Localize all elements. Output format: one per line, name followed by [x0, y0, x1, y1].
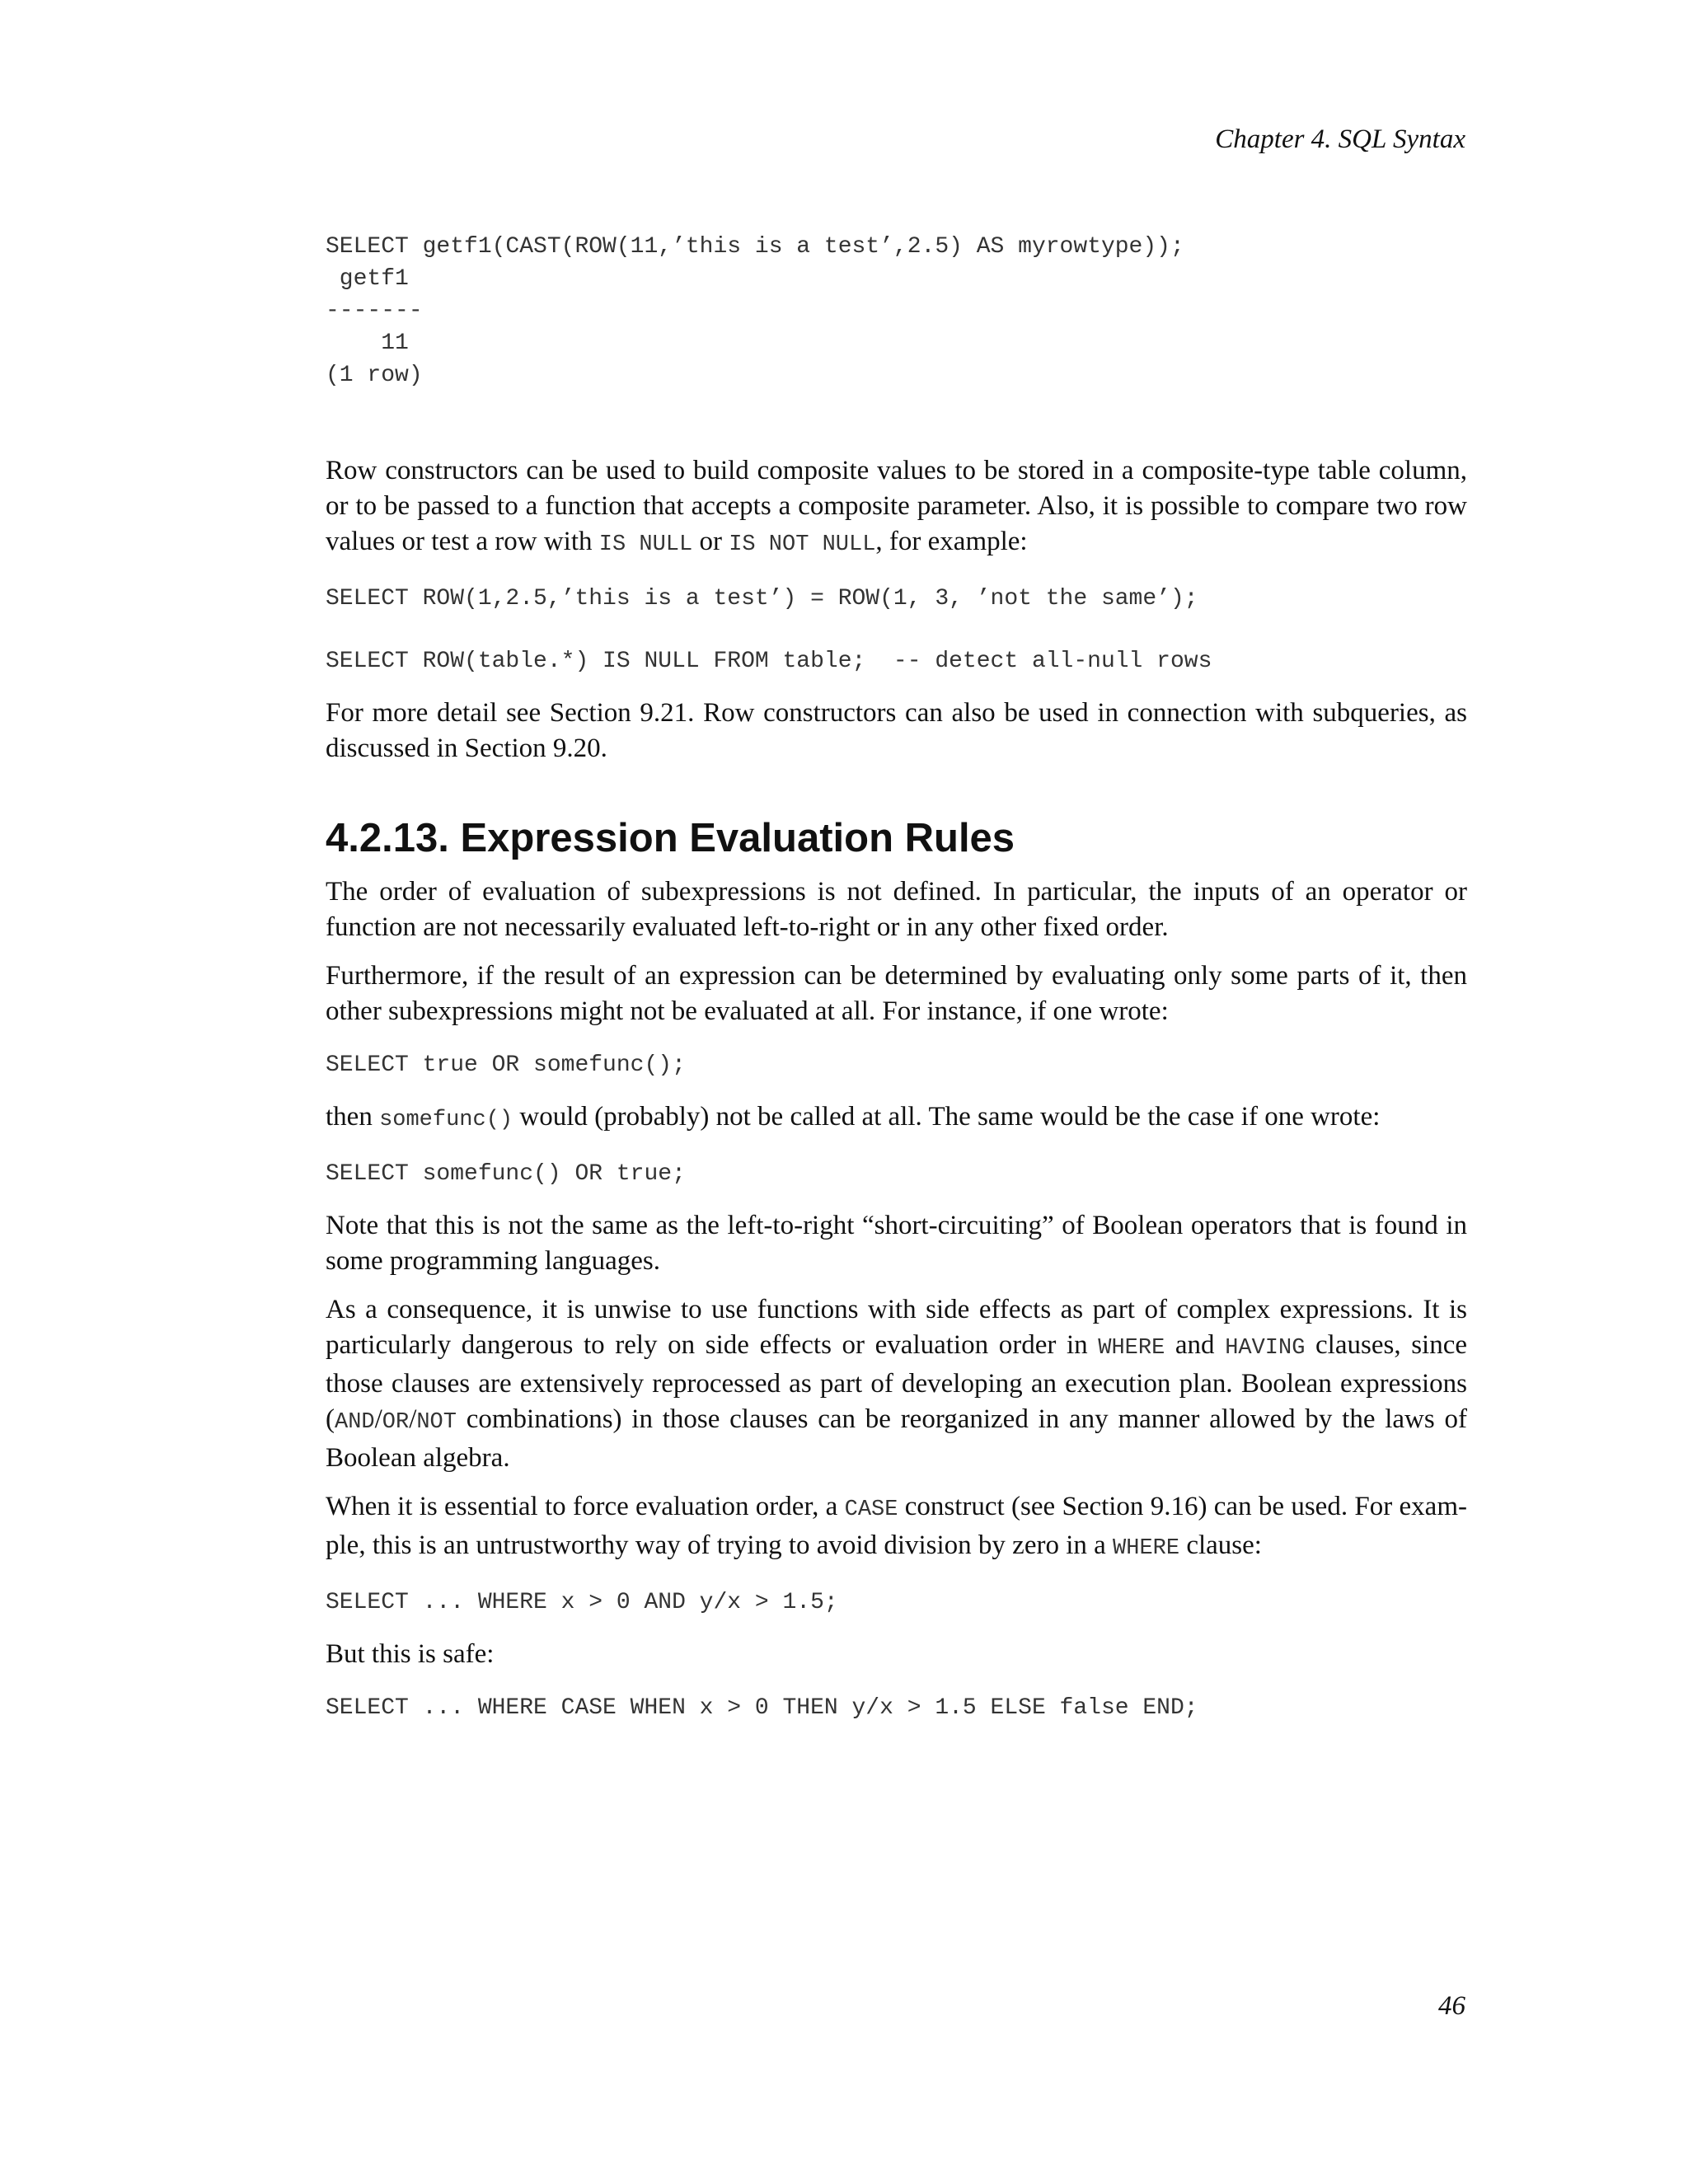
code-block-true-or: SELECT true OR somefunc();: [326, 1052, 686, 1078]
text-fragment: would (probably) not be called at all. The same would be the case if one wrote:: [513, 1101, 1381, 1132]
inline-code-case: CASE: [844, 1497, 898, 1522]
inline-code-somefunc: somefunc(): [379, 1107, 513, 1132]
code-block-where-case: SELECT ... WHERE CASE WHEN x > 0 THEN y/x > 1.5 ELSE false END;: [326, 1694, 1198, 1721]
running-header: Chapter 4. SQL Syntax: [1215, 124, 1465, 154]
text-fragment: combinations) in those clauses can be reorganized in any manner allowed by the laws of Boolean algebra.: [326, 1404, 1467, 1473]
paragraph-side-effects: [326, 1292, 1467, 1476]
paragraph-more-detail: For more detail see Section 9.21. Row constructors can also be used in connection with subqueries, as discussed in Section 9.20.: [326, 698, 1467, 763]
text-fragment: When it is essential to force evaluation order, a: [326, 1491, 845, 1521]
code-block-row-null: SELECT ROW(table.*) IS NULL FROM table; -- detect all-null rows: [326, 649, 1212, 674]
paragraph-but-safe: But this is safe:: [326, 1638, 495, 1669]
text-fragment: /: [409, 1404, 417, 1434]
paragraph-short-circuit: Note that this is not the same as the left-to-right “short-circuiting” of Boolean operators that is found in some programming languages.: [326, 1210, 1467, 1276]
text-fragment: construct (see Section 9.16) can be used. For exam-ple, this is an untrustworthy way of trying to avoid division by zero in a: [326, 1491, 1467, 1560]
code-block-or-true: SELECT somefunc() OR true;: [326, 1160, 686, 1187]
text-fragment: Row constructors can be used to build composite values to be stored in a composite-type table column, or to be passed to a function that accepts a composite parameter. Also, it is possible to compare two row values or test a row with: [326, 456, 1467, 556]
paragraph-somefunc: [326, 1099, 1467, 1138]
text-fragment: clause:: [1179, 1530, 1262, 1560]
inline-code-where: WHERE: [1098, 1335, 1165, 1361]
inline-code-having: HAVING: [1225, 1335, 1306, 1361]
text-fragment: /: [374, 1404, 382, 1434]
inline-code-is-null: IS NULL: [598, 532, 693, 557]
text-fragment: and: [1165, 1329, 1226, 1360]
page-content: [326, 231, 1467, 1724]
page-number: 46: [1438, 1991, 1465, 2021]
inline-code-or: OR: [382, 1409, 410, 1435]
section-heading: 4.2.13. Expression Evaluation Rules: [326, 816, 1015, 860]
inline-code-is-not-null: IS NOT NULL: [729, 532, 876, 557]
text-fragment: As a consequence, it is unwise to use functions with side effects as part of complex expressions. It is particularly dangerous to rely on side effects or evaluation order in: [326, 1294, 1467, 1360]
text-fragment: then: [326, 1101, 380, 1132]
paragraph-case-construct: [326, 1489, 1467, 1567]
text-fragment: or: [692, 527, 729, 556]
paragraph-furthermore: Furthermore, if the result of an expression can be determined by evaluating only some parts of it, then other subexpressions might not be evaluated at all. For instance, if one wrote:: [326, 960, 1467, 1026]
code-block-where-and: SELECT ... WHERE x > 0 AND y/x > 1.5;: [326, 1589, 838, 1615]
paragraph-evaluation-order: The order of evaluation of subexpressions is not defined. In particular, the inputs of an operator or function are not necessarily evaluated left-to-right or in any other fixed order.: [326, 876, 1467, 942]
code-block-row-compare: SELECT ROW(1,2.5,’this is a test’) = ROW(1, 3, ’not the same’);: [326, 586, 1198, 612]
text-fragment: , for example:: [875, 527, 1028, 556]
text-fragment: clauses, since those clauses are extensively reprocessed as part of developing an execution plan. Boolean expressions (: [326, 1329, 1467, 1434]
inline-code-where: WHERE: [1113, 1535, 1180, 1561]
paragraph-row-constructors: [326, 453, 1467, 563]
code-block-getf1: SELECT getf1(CAST(ROW(11,’this is a test’,2.5) AS myrowtype)); getf1 ------- 11 (1 row): [326, 234, 1184, 388]
inline-code-and: AND: [335, 1409, 375, 1435]
inline-code-not: NOT: [416, 1409, 457, 1435]
